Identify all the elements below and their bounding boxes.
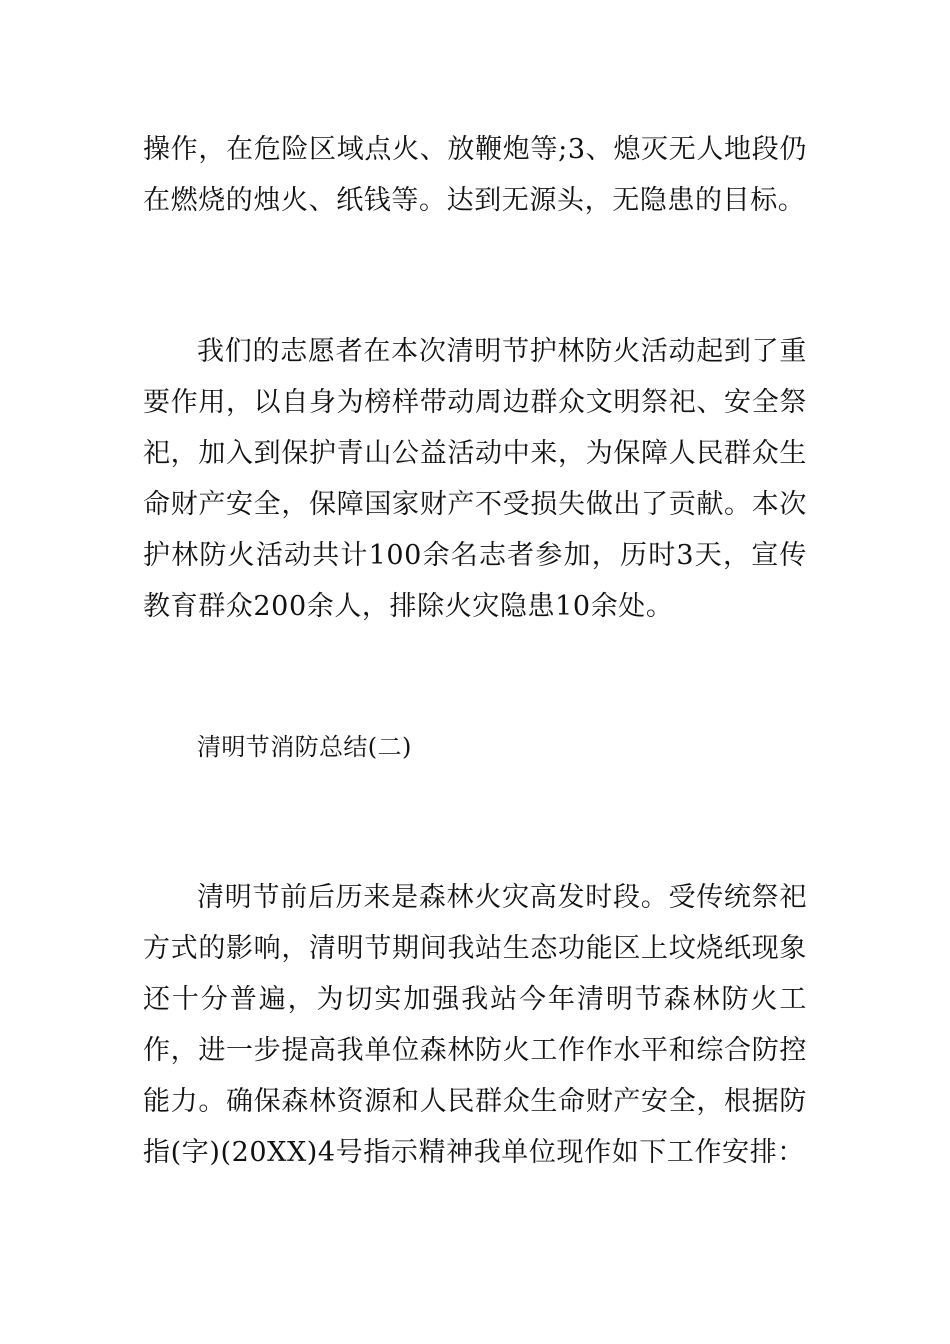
- paragraph-qingming-fire-risk: 清明节前后历来是森林火灾高发时段。受传统祭祀方式的影响，清明节期间我站生态功能区上坟烧纸现象还十分普遍，为切实加强我站今年清明节森林防火工作，进一步提高我单位森林防火工作作水平和综合防控能力。确保森林资源和人民群众生命财产安全，根据防指(字)(20XX)4号指示精神我单位现作如下工作安排：: [143, 882, 807, 1168]
- paragraph-volunteer-contribution: 我们的志愿者在本次清明节护林防火活动起到了重要作用，以自身为榜样带动周边群众文明祭祀、安全祭祀，加入到保护青山公益活动中来，为保障人民群众生命财产安全，保障国家财产不受损失做出了贡献。本次护林防火活动共计100余名志者参加，历时3天，宣传教育群众200余人，排除火灾隐患10余处。: [143, 336, 807, 622]
- section-heading: 清明节消防总结(二): [197, 733, 412, 761]
- paragraph-fire-prevention-measures: 操作，在危险区域点火、放鞭炮等;3、熄灭无人地段仍在燃烧的烛火、纸钱等。达到无源头，无隐患的目标。: [143, 134, 807, 216]
